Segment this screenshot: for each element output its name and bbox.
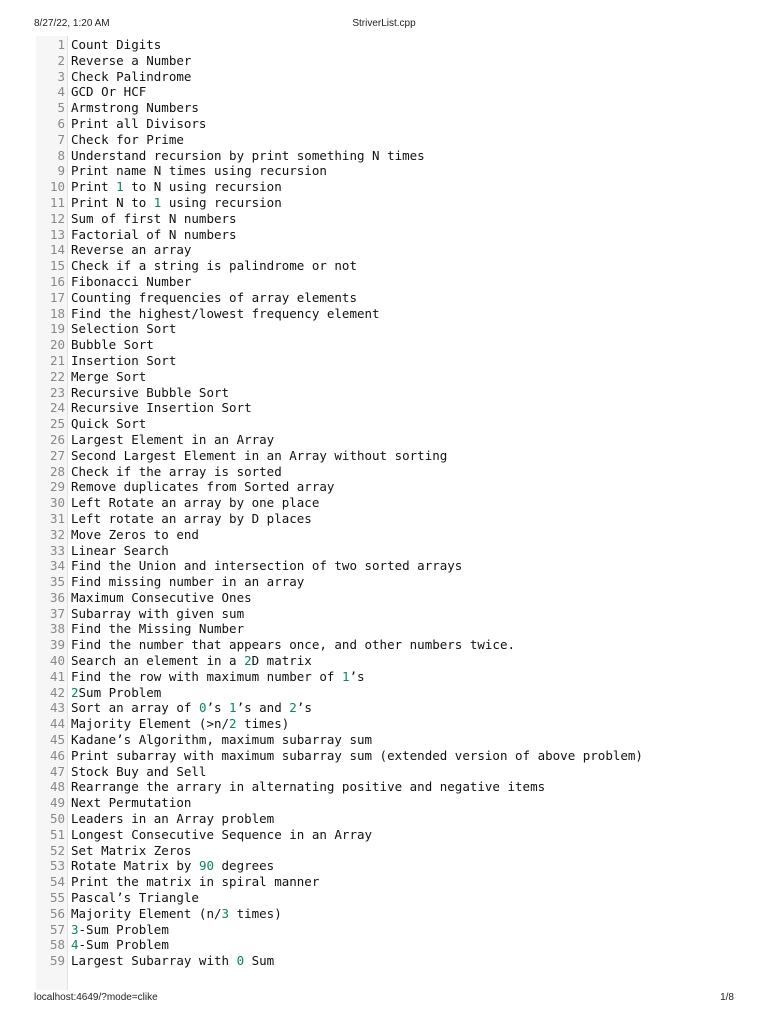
code-line [36,716,736,732]
line-text: Subarray with given sum [71,605,245,621]
code-line [36,732,736,748]
line-number: 8 [57,147,65,163]
line-number: 15 [49,258,65,274]
line-text: Stock Buy and Sell [71,763,207,779]
code-line [36,290,736,306]
line-text: Print name N times using recursion [71,163,327,179]
code-line [36,69,736,85]
line-number: 35 [49,574,65,590]
code-line [36,748,736,764]
line-text: Rotate Matrix by 90 degrees [71,858,275,874]
code-line [36,116,736,132]
line-text: Check if the array is sorted [71,463,282,479]
line-number: 43 [49,700,65,716]
print-footer [34,992,734,1006]
line-text: Fibonacci Number [71,273,192,289]
code-line [36,795,736,811]
line-number: 13 [49,226,65,242]
print-header [34,18,734,32]
code-line [36,922,736,938]
line-text: Majority Element (>n/2 times) [71,716,290,732]
code-line [36,479,736,495]
code-line [36,558,736,574]
line-text: Largest Subarray with 0 Sum [71,953,275,969]
line-number: 16 [49,273,65,289]
print-datetime: 8/27/22, 1:20 AM [34,18,110,29]
line-text: Find the row with maximum number of 1’s [71,668,365,684]
code-line [36,700,736,716]
line-number: 38 [49,621,65,637]
line-text: Pascal’s Triangle [71,890,199,906]
code-line [36,937,736,953]
line-text: Rearrange the arrary in alternating positive and negative items [71,779,546,795]
code-line [36,906,736,922]
line-number: 24 [49,400,65,416]
line-text: Recursive Bubble Sort [71,384,230,400]
line-number: 27 [49,447,65,463]
code-line [36,590,736,606]
code-line [36,242,736,258]
line-number: 47 [49,763,65,779]
line-number: 17 [49,289,65,305]
line-number: 12 [49,210,65,226]
line-text: Selection Sort [71,321,177,337]
line-text: Merge Sort [71,368,147,384]
line-text: Sort an array of 0’s 1’s and 2’s [71,700,312,716]
line-number: 6 [57,115,65,131]
code-line [36,337,736,353]
line-text: Left Rotate an array by one place [71,495,320,511]
line-text: Second Largest Element in an Array without sorting [71,447,448,463]
line-text: Find the Union and intersection of two sorted arrays [71,558,463,574]
code-line [36,306,736,322]
code-line [36,132,736,148]
line-number: 39 [49,637,65,653]
code-line [36,211,736,227]
line-number: 18 [49,305,65,321]
line-number: 44 [49,716,65,732]
code-line [36,163,736,179]
line-number: 30 [49,495,65,511]
line-number: 29 [49,479,65,495]
line-number: 42 [49,684,65,700]
line-text: Reverse a Number [71,52,192,68]
line-text: Quick Sort [71,416,147,432]
code-line [36,527,736,543]
line-number: 59 [49,953,65,969]
line-number: 41 [49,668,65,684]
code-line [36,669,736,685]
code-line [36,37,736,53]
line-text: Find the Missing Number [71,621,245,637]
line-number: 26 [49,431,65,447]
line-text: Linear Search [71,542,169,558]
line-text: Majority Element (n/3 times) [71,905,282,921]
line-number: 54 [49,874,65,890]
line-text: Print 1 to N using recursion [71,179,282,195]
line-number: 51 [49,826,65,842]
code-line [36,400,736,416]
code-line [36,811,736,827]
line-text: Print N to 1 using recursion [71,194,282,210]
line-number: 22 [49,368,65,384]
line-number: 21 [49,352,65,368]
code-line [36,511,736,527]
line-number: 31 [49,510,65,526]
code-line [36,637,736,653]
code-line [36,827,736,843]
line-number: 46 [49,747,65,763]
line-text: Check if a string is palindrome or not [71,258,357,274]
code-line [36,179,736,195]
line-number: 28 [49,463,65,479]
line-number: 52 [49,842,65,858]
line-text: Understand recursion by print something N times [71,147,425,163]
line-number: 45 [49,732,65,748]
line-number: 5 [57,100,65,116]
line-text: Kadane’s Algorithm, maximum subarray sum [71,732,373,748]
line-number: 4 [57,84,65,100]
line-text: Longest Consecutive Sequence in an Array [71,826,373,842]
print-url: localhost:4649/?mode=clike [34,992,158,1003]
line-number: 56 [49,905,65,921]
line-number: 9 [57,163,65,179]
line-number: 34 [49,558,65,574]
line-number: 53 [49,858,65,874]
line-number: 48 [49,779,65,795]
line-text: Leaders in an Array problem [71,811,275,827]
line-number: 37 [49,605,65,621]
line-number: 7 [57,131,65,147]
line-text: Recursive Insertion Sort [71,400,252,416]
line-text: Find the number that appears once, and other numbers twice. [71,637,516,653]
code-line [36,353,736,369]
code-line [36,858,736,874]
line-text: Remove duplicates from Sorted array [71,479,335,495]
code-line [36,621,736,637]
line-number: 49 [49,795,65,811]
code-line [36,321,736,337]
code-line [36,764,736,780]
line-number: 23 [49,384,65,400]
code-line [36,448,736,464]
code-line [36,495,736,511]
code-line [36,543,736,559]
line-number: 57 [49,921,65,937]
line-number: 58 [49,937,65,953]
line-text: Factorial of N numbers [71,226,237,242]
line-text: Find the highest/lowest frequency element [71,305,380,321]
line-number: 55 [49,890,65,906]
code-line [36,432,736,448]
page-indicator: 1/8 [720,992,734,1003]
line-number: 33 [49,542,65,558]
line-number: 2 [57,52,65,68]
code-line [36,574,736,590]
line-number: 1 [57,37,65,52]
code-line [36,653,736,669]
line-number: 32 [49,526,65,542]
line-text: Largest Element in an Array [71,431,275,447]
line-number: 50 [49,811,65,827]
code-view [36,36,736,990]
line-number: 40 [49,653,65,669]
code-line [36,258,736,274]
line-text: Reverse an array [71,242,192,258]
line-number: 19 [49,321,65,337]
code-line [36,843,736,859]
line-text: Check Palindrome [71,68,192,84]
code-line [36,274,736,290]
code-line [36,606,736,622]
code-line [36,227,736,243]
line-text: GCD Or HCF [71,84,147,100]
line-text: Armstrong Numbers [71,100,199,116]
code-line [36,874,736,890]
line-text: 2Sum Problem [71,684,162,700]
line-text: Check for Prime [71,131,184,147]
code-line [36,84,736,100]
line-text: Find missing number in an array [71,574,305,590]
line-text: Search an element in a 2D matrix [71,653,312,669]
code-line [36,953,736,969]
line-text: Move Zeros to end [71,526,199,542]
line-text: Next Permutation [71,795,192,811]
code-line [36,369,736,385]
line-text: Print all Divisors [71,115,207,131]
code-line [36,148,736,164]
line-number: 14 [49,242,65,258]
line-text: Counting frequencies of array elements [71,289,357,305]
line-text: Maximum Consecutive Ones [71,589,252,605]
line-number: 36 [49,589,65,605]
line-text: Bubble Sort [71,337,154,353]
code-line [36,464,736,480]
code-line [36,100,736,116]
line-number: 3 [57,68,65,84]
line-text: 3-Sum Problem [71,921,169,937]
line-number: 10 [49,179,65,195]
line-text: Count Digits [71,37,162,52]
line-number: 20 [49,337,65,353]
line-text: 4-Sum Problem [71,937,169,953]
line-text: Insertion Sort [71,352,177,368]
line-text: Set Matrix Zeros [71,842,192,858]
line-number: 11 [49,194,65,210]
code-line [36,53,736,69]
line-text: Left rotate an array by D places [71,510,312,526]
line-text: Print subarray with maximum subarray sum (extended version of above problem) [71,747,643,763]
code-line [36,890,736,906]
code-line [36,779,736,795]
line-text: Sum of first N numbers [71,210,237,226]
code-line [36,195,736,211]
code-line [36,385,736,401]
code-line [36,685,736,701]
code-lines [36,36,736,969]
line-number: 25 [49,416,65,432]
code-line [36,416,736,432]
line-text: Print the matrix in spiral manner [71,874,320,890]
print-filename: StriverList.cpp [352,18,416,29]
